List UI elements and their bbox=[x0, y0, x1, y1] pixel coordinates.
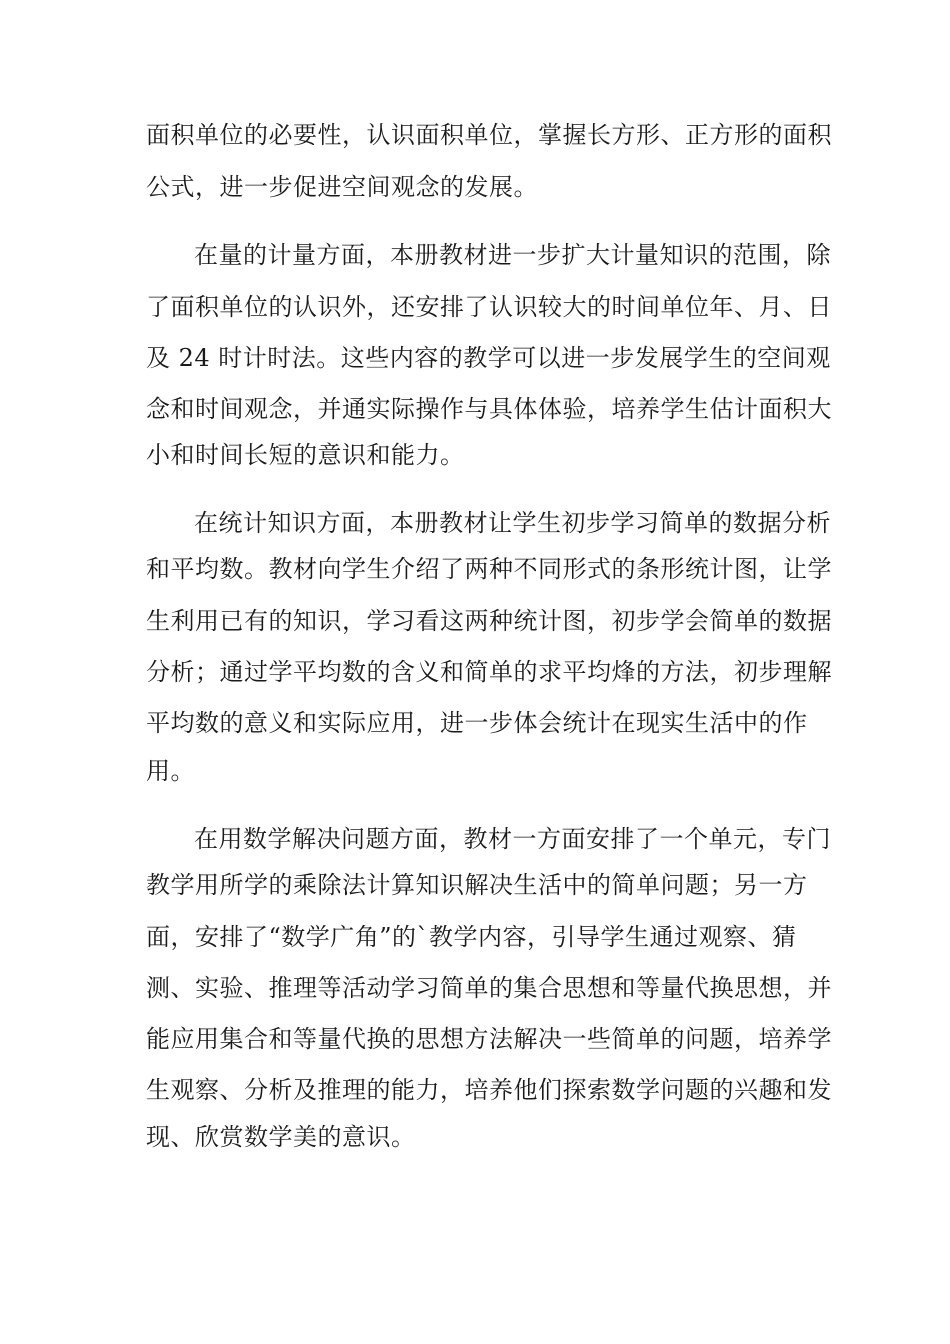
paragraph-2-line-2: 了面积单位的认识外，还安排了认识较大的时间单位年、月、日 bbox=[146, 293, 832, 321]
paragraph-4-line-2: 教学用所学的乘除法计算知识解决生活中的简单问题；另一方 bbox=[146, 871, 808, 899]
paragraph-3-line-1: 在统计知识方面，本册教材让学生初步学习简单的数据分析 bbox=[194, 509, 831, 537]
paragraph-3-line-2: 和平均数。教材向学生介绍了两种不同形式的条形统计图，让学 bbox=[146, 555, 832, 583]
paragraph-1-line-2: 公式，进一步促进空间观念的发展。 bbox=[146, 173, 538, 201]
paragraph-2-line-1: 在量的计量方面，本册教材进一步扩大计量知识的范围，除 bbox=[194, 241, 831, 269]
paragraph-2-line-4: 念和时间观念，并通实际操作与具体体验，培养学生估计面积大 bbox=[146, 395, 832, 423]
paragraph-4-line-5: 能应用集合和等量代换的思想方法解决一些简单的问题，培养学 bbox=[146, 1025, 832, 1053]
paragraph-4-line-4: 测、实验、推理等活动学习简单的集合思想和等量代换思想，并 bbox=[146, 974, 832, 1002]
paragraph-3-line-5: 平均数的意义和实际应用，进一步体会统计在现实生活中的作 bbox=[146, 709, 808, 737]
paragraph-4-line-6: 生观察、分析及推理的能力，培养他们探索数学问题的兴趣和发 bbox=[146, 1076, 832, 1104]
paragraph-2-line-5: 小和时间长短的意识和能力。 bbox=[146, 441, 465, 469]
paragraph-4-line-3: 面，安排了“数学广角”的`教学内容，引导学生通过观察、猜 bbox=[146, 923, 797, 951]
paragraph-4-line-7: 现、欣赏数学美的意识。 bbox=[146, 1123, 416, 1151]
paragraph-2-line-3: 及 24 时计时法。这些内容的教学可以进一步发展学生的空间观 bbox=[146, 344, 831, 372]
paragraph-4-line-1: 在用数学解决问题方面，教材一方面安排了一个单元，专门 bbox=[194, 825, 831, 853]
paragraph-3-line-4: 分析；通过学平均数的含义和简单的求平均烽的方法，初步理解 bbox=[146, 658, 832, 686]
paragraph-1-line-1: 面积单位的必要性，认识面积单位，掌握长方形、正方形的面积 bbox=[146, 121, 832, 149]
paragraph-3-line-6: 用。 bbox=[146, 757, 195, 785]
paragraph-3-line-3: 生利用已有的知识，学习看这两种统计图，初步学会简单的数据 bbox=[146, 607, 832, 635]
